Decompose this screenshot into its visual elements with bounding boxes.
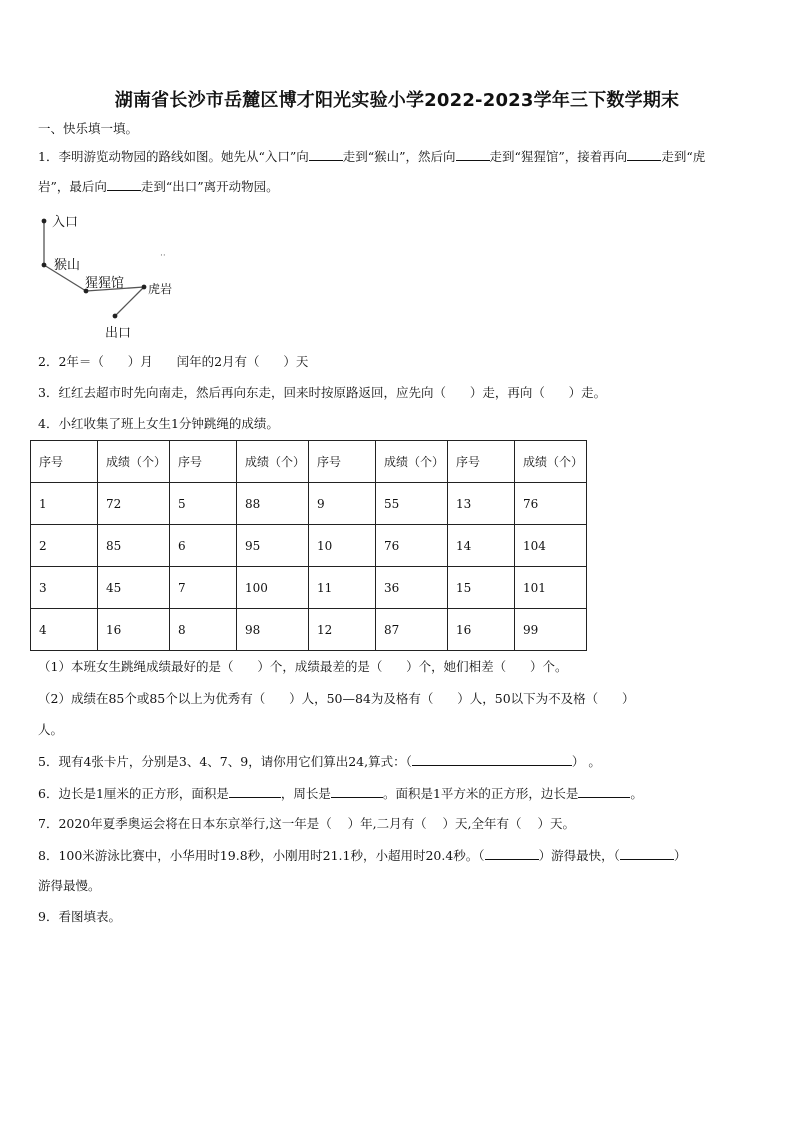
table-cell: 8 [170, 609, 237, 651]
question-4-sub-2-cont [38, 722, 63, 738]
entrance-point [42, 219, 47, 224]
question-4-sub-2 [38, 691, 635, 707]
gorilla-house-label: 猩猩馆 [85, 276, 125, 291]
answer-blank[interactable] [412, 753, 572, 766]
answer-blank[interactable] [446, 385, 470, 400]
monkey-point [42, 263, 47, 268]
answer-blank[interactable] [331, 785, 383, 798]
q6-text-1: 6．边长是1厘米的正方形，面积是 [38, 786, 229, 801]
q5-text-1: 5．现有4张卡片，分别是3、4、7、9，请你用它们算出24,算式：（ [38, 754, 412, 769]
table-cell: 7 [170, 567, 237, 609]
header-cell: 成绩（个） [515, 441, 587, 483]
question-1-line-1 [38, 148, 705, 165]
table-cell: 4 [31, 609, 98, 651]
table-cell: 9 [309, 483, 376, 525]
answer-blank[interactable] [620, 847, 674, 860]
table-cell: 76 [376, 525, 448, 567]
q3-text-1: 3．红红去超市时先向南走，然后再向东走，回来时按原路返回，应先向（ [38, 385, 446, 400]
tiger-rock-label: 虎岩 [148, 282, 173, 296]
q7-text-2: ）年,二月有（ [347, 816, 427, 831]
table-cell: 99 [515, 609, 587, 651]
entrance-label: 入口 [52, 215, 79, 230]
table-cell: 16 [448, 609, 515, 651]
q4-sub2-text-4: ） [622, 691, 635, 706]
table-cell: 45 [98, 567, 170, 609]
page-title: 湖南省长沙市岳麓区博才阳光实验小学2022-2023学年三下数学期末 [114, 90, 680, 111]
table-cell: 76 [515, 483, 587, 525]
table-cell: 36 [376, 567, 448, 609]
header-cell: 序号 [448, 441, 515, 483]
answer-blank[interactable] [107, 178, 141, 191]
header-cell: 成绩（个） [98, 441, 170, 483]
table-cell: 15 [448, 567, 515, 609]
answer-blank[interactable] [456, 148, 490, 161]
answer-blank[interactable] [598, 691, 622, 706]
q1-text-4: 走到“虎 [661, 149, 706, 164]
q1-text-2: 走到“猴山”，然后向 [342, 149, 456, 164]
answer-blank[interactable] [265, 691, 289, 706]
table-row [31, 525, 587, 567]
table-cell: 16 [98, 609, 170, 651]
table-cell: 104 [515, 525, 587, 567]
q4-sub1-text-2: ）个，成绩最差的是（ [257, 659, 383, 674]
route-segment [115, 287, 144, 316]
table-cell: 6 [170, 525, 237, 567]
q4-sub1-text-4: ）个。 [530, 659, 568, 674]
table-cell: 87 [376, 609, 448, 651]
q3-text-2: ）走，再向（ [469, 385, 545, 400]
table-cell: 100 [237, 567, 309, 609]
answer-blank[interactable] [332, 816, 348, 831]
answer-blank[interactable] [309, 148, 343, 161]
table-cell: 14 [448, 525, 515, 567]
table-cell: 85 [98, 525, 170, 567]
q8-text-2: ）游得最快，（ [538, 848, 620, 863]
q6-text-3: 。面积是1平方米的正方形，边长是 [382, 786, 579, 801]
answer-blank[interactable] [522, 816, 538, 831]
answer-blank[interactable] [427, 816, 443, 831]
table-cell: 1 [31, 483, 98, 525]
question-3 [38, 385, 606, 401]
table-cell: 10 [309, 525, 376, 567]
answer-blank[interactable] [578, 785, 630, 798]
question-7 [38, 816, 575, 832]
header-cell: 成绩（个） [376, 441, 448, 483]
q7-text-3: ）天,全年有（ [442, 816, 522, 831]
answer-blank[interactable] [382, 659, 406, 674]
table-cell: 3 [31, 567, 98, 609]
q1-text-3: 走到“猩猩馆”，接着再向 [489, 149, 628, 164]
answer-blank[interactable] [233, 659, 257, 674]
map-dots: ·· [160, 251, 166, 261]
q1-text-5: 岩”，最后向 [38, 179, 107, 194]
question-9 [38, 909, 121, 925]
q8-text-4: 游得最慢。 [38, 878, 101, 893]
q2-text-1: 2．2年＝（ [38, 354, 104, 369]
q4-text: 4．小红收集了班上女生1分钟跳绳的成绩。 [38, 416, 279, 431]
exit-label: 出口 [105, 326, 132, 341]
table-cell: 2 [31, 525, 98, 567]
exit-point [113, 314, 118, 319]
header-cell: 序号 [309, 441, 376, 483]
tiger-point [142, 285, 147, 290]
q9-text: 9．看图填表。 [38, 909, 121, 924]
table-cell: 5 [170, 483, 237, 525]
answer-blank[interactable] [433, 691, 457, 706]
q6-text-4: 。 [630, 786, 643, 801]
question-6 [38, 785, 643, 802]
q1-text-1: 1．李明游览动物园的路线如图。她先从“入口”向 [38, 149, 309, 164]
q3-text-3: ）走。 [568, 385, 607, 400]
answer-blank[interactable] [506, 659, 530, 674]
table-cell: 98 [237, 609, 309, 651]
q8-text-1: 8．100米游泳比赛中，小华用时19.8秒，小刚用时21.1秒，小超用时20.4秒。（ [38, 848, 485, 863]
answer-blank[interactable] [545, 385, 569, 400]
table-cell: 11 [309, 567, 376, 609]
question-8-line-1 [38, 847, 686, 864]
question-8-line-2 [38, 878, 101, 894]
answer-blank[interactable] [260, 354, 284, 369]
table-header-row [31, 441, 587, 483]
question-1-line-2 [38, 178, 279, 195]
table-cell: 72 [98, 483, 170, 525]
monkey-mountain-label: 猴山 [54, 258, 81, 273]
table-cell: 101 [515, 567, 587, 609]
q7-text-4: ）天。 [537, 816, 575, 831]
q4-sub2-text-3: ）人，50以下为不及格（ [457, 691, 599, 706]
table-row [31, 483, 587, 525]
q5-text-2: ） 。 [571, 754, 601, 769]
q2-text-2: ）月 [127, 354, 153, 369]
answer-blank[interactable] [485, 847, 539, 860]
zoo-route-map [30, 205, 230, 345]
table-cell: 95 [237, 525, 309, 567]
question-2 [38, 354, 308, 370]
table-cell: 12 [309, 609, 376, 651]
table-cell: 88 [237, 483, 309, 525]
header-cell: 序号 [31, 441, 98, 483]
table-row [31, 609, 587, 651]
table-cell: 13 [448, 483, 515, 525]
section-heading-text: 一、快乐填一填。 [38, 121, 139, 136]
q6-text-2: ，周长是 [280, 786, 331, 801]
jump-rope-score-table [30, 440, 587, 651]
question-4-intro [38, 416, 279, 432]
section-heading [38, 121, 138, 137]
q4-sub2-text-1: （2）成绩在85个或85个以上为优秀有（ [38, 691, 266, 706]
q4-sub2-text-2: ）人，50—84为及格有（ [289, 691, 434, 706]
q4-sub1-text-1: （1）本班女生跳绳成绩最好的是（ [38, 659, 234, 674]
table-cell: 55 [376, 483, 448, 525]
q2-text-4: ）天 [283, 354, 309, 369]
table-row [31, 567, 587, 609]
q7-text-1: 7．2020年夏季奥运会将在日本东京举行,这一年是（ [38, 816, 332, 831]
answer-blank[interactable] [104, 354, 128, 369]
q4-sub1-text-3: ）个，她们相差（ [406, 659, 507, 674]
q2-text-3: 闰年的2月有（ [176, 354, 260, 369]
answer-blank[interactable] [627, 148, 661, 161]
q8-text-3: ） [673, 848, 687, 863]
question-5 [38, 753, 601, 770]
question-4-sub-1 [38, 659, 568, 675]
answer-blank[interactable] [229, 785, 281, 798]
q1-text-6: 走到“出口”离开动物园。 [140, 179, 279, 194]
q4-sub2-text-5: 人。 [38, 722, 64, 737]
header-cell: 序号 [170, 441, 237, 483]
header-cell: 成绩（个） [237, 441, 309, 483]
